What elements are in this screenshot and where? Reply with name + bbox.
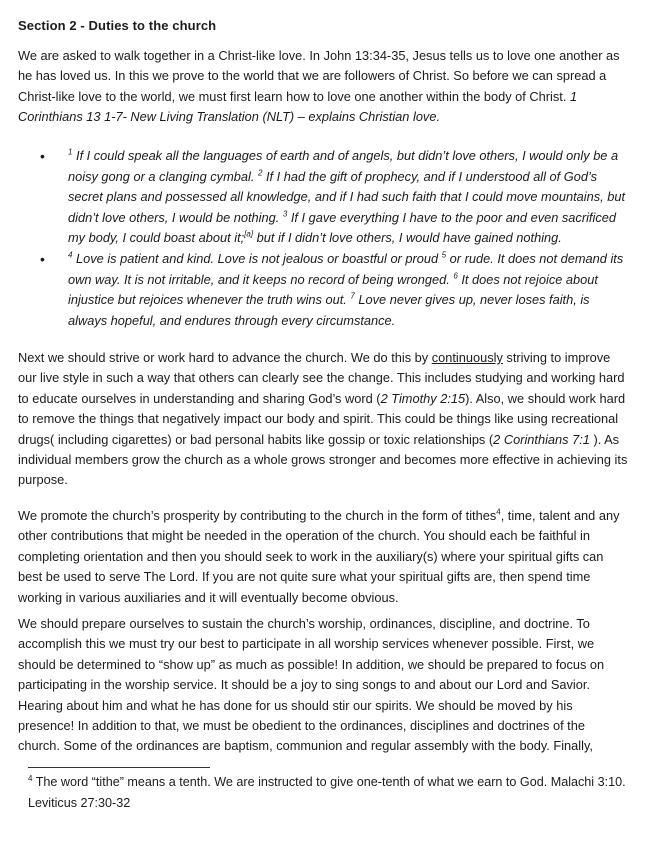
verse-text: Love is patient and kind. Love is not jealous or boastful or proud — [72, 250, 442, 266]
p3-text: , time, talent and any other contributions that might be needed in the operation of the church. You should each be faithful in completing orientation and then you should seek to work in the auxiliary(s) where your spiritual gifts can best be used to serve The Lord. If you are not quite sure what your spiritual gifts are, then spend time working in various auxiliaries and it will eventually become obvious. — [18, 508, 620, 605]
footnote-marker: [a] — [244, 230, 254, 240]
p4-text: We should prepare ourselves to sustain the church’s worship, ordinances, discipline, and doctrine. To accomplish this we must try our best to participate in all worship services whenever possible. First, we should be determined to “show up” as much as possible! In addition, we should be prepared to focus on participating in the worship service. It should be a joy to sing songs to and about our Lord and Savior. Hearing about him and what he has done for us should stir our spirits. We should be moved by his presence! In addition to that, we must be obedient to the ordinances, disciplines and doctrines of the church. Some of the ordinances are baptism, communion and regular assembly with the body. Finally, — [18, 616, 605, 754]
verse-text: If I gave everything I have to the poor and even sacrificed my body, I could boast about it; — [68, 209, 616, 246]
verse-number: 5 — [441, 250, 447, 260]
verse-number: 4 — [68, 250, 73, 260]
advance-church-paragraph — [18, 348, 630, 491]
p2-text: ). As individual members grow the church as a whole grows stronger and becomes more effective in achieving its purpose. — [18, 431, 628, 488]
bullet-dot-icon: • — [40, 148, 45, 164]
verse-number: 2 — [257, 168, 263, 178]
verse-number: 7 — [350, 291, 355, 301]
footnote-number: 4 — [28, 773, 33, 783]
verse-number: 6 — [453, 271, 458, 281]
bullet-item — [40, 249, 628, 331]
intro-paragraph — [18, 46, 630, 128]
verse-text: If I had the gift of prophecy, and if I understood all of God’s secret plans and possessed all knowledge, and if I had such faith that I could move mountains, but didn’t love others, I would be nothing. — [68, 168, 626, 225]
scripture-ref: 2 Timothy 2:15 — [380, 390, 466, 406]
scripture-ref: 2 Corinthians 7:1 — [493, 431, 590, 447]
intro-reference: 1 Corinthians 13 1-7- New Living Translation (NLT) – explains Christian love. — [18, 88, 578, 125]
footnote-divider — [28, 767, 210, 768]
bullet-item — [40, 146, 628, 249]
p2-text: Next we should strive or work hard to advance the church. We do this by — [18, 350, 432, 365]
footnote-text: The word “tithe” means a tenth. We are instructed to give one-tenth of what we earn to God. Malachi 3:10. Leviticus 27:30-32 — [28, 775, 626, 810]
bullet-dot-icon: • — [40, 250, 45, 267]
verse-text: If I could speak all the languages of earth and of angels, but didn’t love others, I would only be a noisy gong or a clanging cymbal. — [68, 148, 619, 184]
verse-text: but if I didn’t love others, I would have gained nothing. — [253, 230, 562, 246]
verse-text: It does not rejoice about injustice but rejoices whenever the truth wins out. — [68, 271, 598, 308]
verse-text: or rude. It does not demand its own way. It is not irritable, and it keeps no record of being wronged. — [68, 250, 624, 287]
verse-number: 3 — [282, 209, 288, 219]
verse-text: Love never gives up, never loses faith, is always hopeful, and endures through every circumstance. — [68, 292, 590, 328]
p2-text: ). Also, we should work hard to remove the things that negatively impact our body and spirit. This could be things like using recreational drugs( including cigarettes) or bad personal habits like gossip or toxic relationships ( — [18, 390, 626, 447]
worship-paragraph — [18, 614, 630, 757]
verse-number: 1 — [68, 147, 73, 157]
scripture-bullet-list — [40, 146, 628, 331]
p3-text: We promote the church’s prosperity by contributing to the church in the form of tithes — [18, 508, 497, 523]
underlined-word: continuously — [431, 350, 503, 365]
footnote — [28, 772, 628, 813]
footnote-ref: 4 — [496, 507, 501, 517]
p2-text: striving to improve our live style in such a way that others can clearly see the change. This includes studying and working hard to educate ourselves in understanding and sharing God’s word ( — [18, 350, 625, 406]
section-heading: Section 2 - Duties to the church — [18, 18, 217, 33]
prosperity-paragraph — [18, 506, 630, 608]
intro-text: We are asked to walk together in a Christ-like love. In John 13:34-35, Jesus tells us to love one another as he has loved us. In this we prove to the world that we are followers of Christ. So before we can spread a Christ-like love to the world, we must first learn how to love one another within the body of Christ. — [18, 48, 620, 104]
